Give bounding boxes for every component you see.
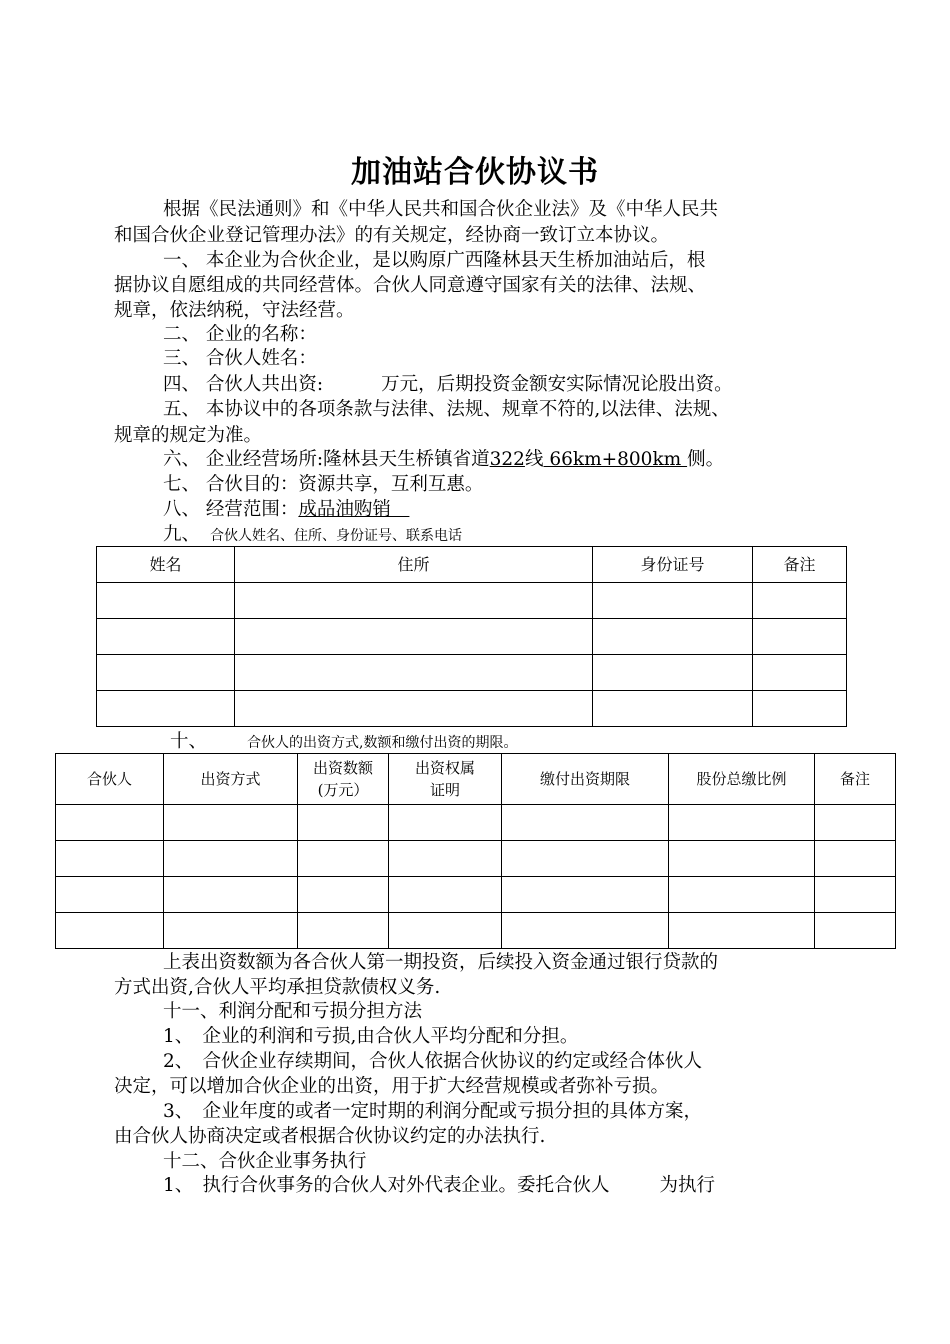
table-cell — [502, 841, 669, 877]
table-cell — [669, 877, 815, 913]
table-row — [56, 805, 896, 841]
table-cell — [97, 619, 235, 655]
clause-1-line-3: 规章，依法纳税，守法经营。 — [114, 300, 355, 321]
clause-6-km: 66km+800km — [543, 449, 688, 470]
clause-10-num: 十、 — [170, 731, 208, 752]
table-cell — [235, 619, 593, 655]
table-cell — [97, 583, 235, 619]
header-share-ratio: 股份总缴比例 — [669, 754, 815, 805]
intro-line-1: 根据《民法通则》和《中华人民共和国合伙企业法》及《中华人民共 — [163, 199, 719, 220]
table-row — [97, 583, 847, 619]
table-cell — [593, 655, 753, 691]
table-cell — [389, 841, 502, 877]
table-cell — [815, 913, 896, 949]
clause-6-mid: 线 — [524, 449, 544, 470]
table-cell — [97, 691, 235, 727]
intro-line-2: 和国合伙企业登记管理办法》的有关规定，经协商一致订立本协议。 — [114, 225, 670, 246]
clause-11-item-2-line-2: 决定，可以增加合伙企业的出资，用于扩大经营规模或者弥补亏损。 — [114, 1076, 670, 1097]
table-cell — [669, 805, 815, 841]
table-header-row — [56, 754, 896, 805]
header-proof-line-2: 证明 — [429, 781, 460, 799]
table-cell — [56, 805, 164, 841]
clause-8-scope: 成品油购销 — [298, 499, 410, 520]
table-cell — [164, 841, 298, 877]
table-cell — [815, 841, 896, 877]
header-amount-line-2: (万元） — [317, 781, 369, 799]
table-cell — [56, 841, 164, 877]
table-cell — [753, 619, 847, 655]
table-cell — [815, 805, 896, 841]
clause-12-item-1-suffix: 为执行 — [659, 1175, 716, 1196]
clause-6-suffix: 侧。 — [687, 449, 725, 470]
table-cell — [298, 877, 389, 913]
table-row — [97, 691, 847, 727]
clause-5-line-2: 规章的规定为准。 — [114, 425, 263, 446]
clause-3: 三、 合伙人姓名： — [163, 348, 317, 369]
clause-9-num: 九、 — [163, 524, 201, 545]
contribution-table — [55, 753, 896, 949]
table-cell — [298, 841, 389, 877]
clause-11-item-1: 1、 企业的利润和亏损,由合伙人平均分配和分担。 — [163, 1026, 579, 1047]
clause-4-suffix: 万元，后期投资金额安实际情况论股出资。 — [381, 374, 733, 395]
partner-info-table — [96, 546, 847, 727]
clause-5-line-1: 五、 本协议中的各项条款与法律、法规、规章不符的,以法律、法规、 — [163, 399, 730, 420]
table-row — [56, 913, 896, 949]
table-row — [56, 841, 896, 877]
clause-6-road: 322 — [489, 449, 525, 470]
table-cell — [56, 913, 164, 949]
clause-4 — [163, 372, 733, 398]
document-title: 加油站合伙协议书 — [351, 155, 599, 190]
header-address: 住所 — [235, 547, 593, 583]
header-remarks: 备注 — [815, 754, 896, 805]
header-contribution-amount — [298, 754, 389, 805]
header-partner: 合伙人 — [56, 754, 164, 805]
header-remarks: 备注 — [753, 547, 847, 583]
table-cell — [753, 583, 847, 619]
table-cell — [669, 841, 815, 877]
table-header-row — [97, 547, 847, 583]
table-cell — [164, 805, 298, 841]
table-cell — [235, 691, 593, 727]
table-cell — [753, 691, 847, 727]
table-cell — [389, 877, 502, 913]
clause-6 — [163, 447, 724, 473]
clause-12-item-1-prefix: 1、 执行合伙事务的合伙人对外代表企业。委托合伙人 — [163, 1175, 610, 1196]
clause-12-heading: 十二、合伙企业事务执行 — [163, 1151, 367, 1172]
table-cell — [389, 805, 502, 841]
table-cell — [593, 691, 753, 727]
clause-1-line-1: 一、 本企业为合伙企业，是以购原广西隆林县天生桥加油站后，根 — [163, 250, 706, 271]
clause-9 — [163, 522, 462, 549]
clause-11-item-2-line-1: 2、 合伙企业存续期间，合伙人依据合伙协议的约定或经合体伙人 — [163, 1051, 703, 1072]
table-row — [97, 619, 847, 655]
table-cell — [164, 877, 298, 913]
table-cell — [593, 583, 753, 619]
clause-4-prefix: 四、 合伙人共出资: — [163, 374, 324, 395]
table-cell — [298, 913, 389, 949]
table-cell — [669, 913, 815, 949]
header-payment-deadline: 缴付出资期限 — [502, 754, 669, 805]
clause-12-item-1 — [163, 1173, 715, 1199]
clause-2: 二、 企业的名称： — [163, 324, 317, 345]
table-row — [56, 877, 896, 913]
table-cell — [502, 877, 669, 913]
clause-6-prefix: 六、 企业经营场所:隆林县天生桥镇省道 — [163, 449, 490, 470]
header-ownership-proof — [389, 754, 502, 805]
header-name: 姓名 — [97, 547, 235, 583]
clause-9-text: 合伙人姓名、住所、身份证号、联系电话 — [210, 528, 463, 544]
table-row — [97, 655, 847, 691]
table-cell — [502, 805, 669, 841]
table-cell — [298, 805, 389, 841]
header-proof-line-1: 出资权属 — [414, 759, 475, 777]
table-cell — [235, 583, 593, 619]
table-cell — [164, 913, 298, 949]
clause-10 — [170, 729, 517, 756]
clause-11-item-3-line-2: 由合伙人协商决定或者根据合伙协议约定的办法执行. — [114, 1126, 546, 1147]
clause-8-prefix: 八、 经营范围： — [163, 499, 299, 520]
clause-1-line-2: 据协议自愿组成的共同经营体。合伙人同意遵守国家有关的法律、法规、 — [114, 275, 707, 296]
table-cell — [97, 655, 235, 691]
clause-7: 七、 合伙目的：资源共享，互利互惠。 — [163, 474, 484, 495]
table-cell — [593, 619, 753, 655]
table-cell — [815, 877, 896, 913]
header-contribution-method: 出资方式 — [164, 754, 298, 805]
clause-11-item-3-line-1: 3、 企业年度的或者一定时期的利润分配或亏损分担的具体方案， — [163, 1101, 703, 1122]
header-amount-line-1: 出资数额 — [312, 759, 373, 777]
table-cell — [56, 877, 164, 913]
note-line-1: 上表出资数额为各合伙人第一期投资，后续投入资金通过银行贷款的 — [163, 952, 719, 973]
clause-11-heading: 十一、利润分配和亏损分担方法 — [163, 1001, 423, 1022]
clause-10-text: 合伙人的出资方式,数额和缴付出资的期限。 — [247, 735, 518, 751]
note-line-2: 方式出资,合伙人平均承担贷款债权义务. — [114, 977, 441, 998]
table-cell — [389, 913, 502, 949]
table-cell — [502, 913, 669, 949]
clause-8 — [163, 497, 409, 523]
table-cell — [235, 655, 593, 691]
header-id-number: 身份证号 — [593, 547, 753, 583]
table-cell — [753, 655, 847, 691]
